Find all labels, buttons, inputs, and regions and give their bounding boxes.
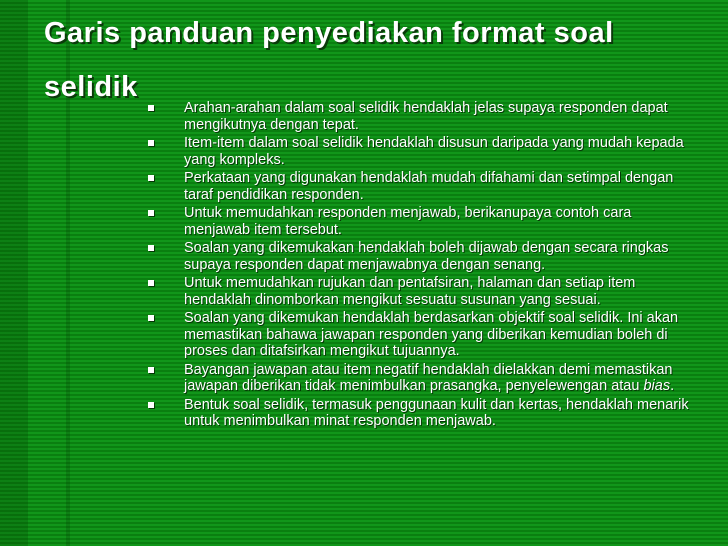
list-item-text: Arahan-arahan dalam soal selidik hendaklah jelas supaya responden dapat mengikutnya dengan tepat.: [184, 100, 668, 133]
list-item: [148, 100, 694, 133]
list-item-text-end: .: [670, 378, 675, 394]
list-item: [148, 275, 694, 308]
list-item-text: Soalan yang dikemukan hendaklah berdasarkan objektif soal selidik. Ini akan memastikan bahawa jawapan responden yang diberikan kemudian boleh di proses dan ditafsirkan mengikut tujuannya.: [184, 310, 679, 359]
list-item: [148, 205, 694, 238]
list-item-emphasis: bias: [643, 378, 671, 394]
list-item-text: Item-item dalam soal selidik hendaklah disusun daripada yang mudah kepada yang kompleks.: [184, 135, 684, 168]
list-item: [148, 240, 694, 273]
bullet-square-icon: [148, 175, 154, 181]
bullet-square-icon: [148, 402, 154, 408]
bullet-square-icon: [148, 245, 154, 251]
bullet-square-icon: [148, 280, 154, 286]
list-item-text: Untuk memudahkan responden menjawab, berikanupaya contoh cara menjawab item tersebut.: [184, 205, 632, 238]
list-item: [148, 310, 694, 360]
bullet-square-icon: [148, 140, 154, 146]
list-item-text: Perkataan yang digunakan hendaklah mudah difahami dan setimpal dengan taraf pendidikan responden.: [184, 170, 674, 203]
list-item: [148, 170, 694, 203]
bullet-square-icon: [148, 105, 154, 111]
bullet-square-icon: [148, 315, 154, 321]
list-item-text: Soalan yang dikemukakan hendaklah boleh dijawab dengan secara ringkas supaya responden dapat menjawabnya dengan senang.: [184, 240, 669, 273]
list-item: [148, 135, 694, 168]
list-item-text: Bentuk soal selidik, termasuk penggunaan kulit dan kertas, hendaklah menarik untuk menimbulkan minat responden menjawab.: [184, 396, 689, 429]
list-item-text: Bayangan jawapan atau item negatif hendaklah dielakkan demi memastikan jawapan diberikan tidak menimbulkan prasangka, penyelewengan atau: [184, 361, 673, 394]
bullet-list: [148, 100, 694, 432]
list-item: [148, 362, 694, 395]
list-item: [148, 397, 694, 430]
slide-title: Garis panduan penyediakan format soal selidik: [44, 17, 614, 103]
list-item-text: Untuk memudahkan rujukan dan pentafsiran, halaman dan setiap item hendaklah dinomborkan mengikut sesuatu susunan yang sesuai.: [184, 275, 636, 308]
bullet-square-icon: [148, 367, 154, 373]
bullet-square-icon: [148, 210, 154, 216]
